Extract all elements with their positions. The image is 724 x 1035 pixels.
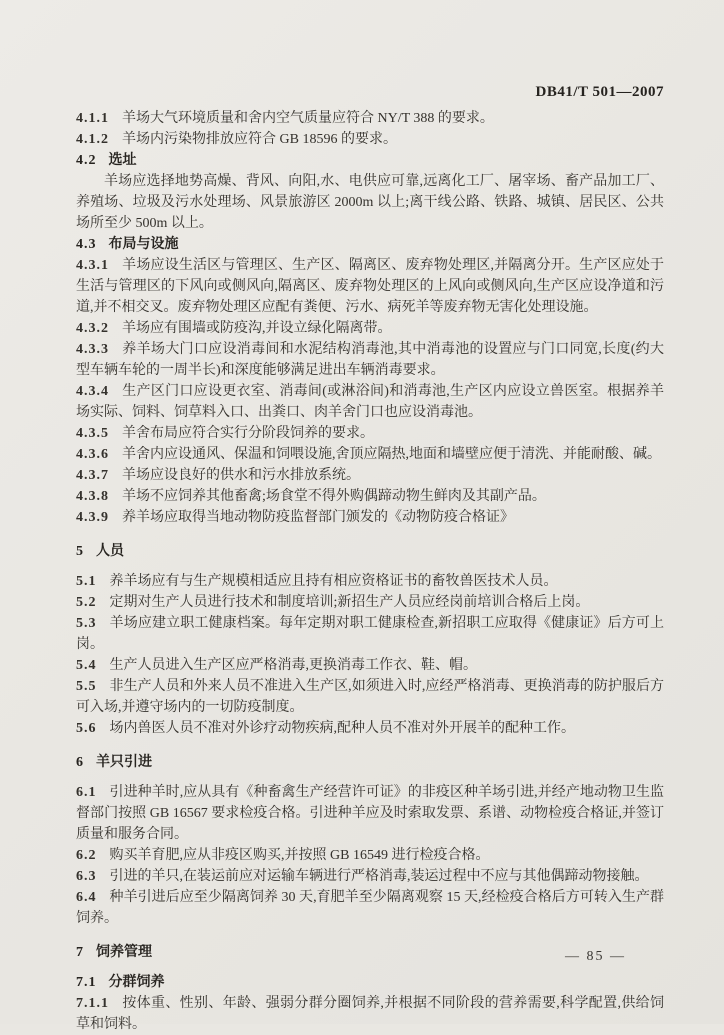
heading-7-1 <box>76 972 664 993</box>
clause-7-1-1 <box>76 993 664 1035</box>
document-body <box>76 108 664 1035</box>
clause-4-3-7 <box>76 465 664 486</box>
clause-5-4 <box>76 655 664 676</box>
heading-number: 7.1 <box>76 975 97 990</box>
clause-text: 羊场应设良好的供水和污水排放系统。 <box>122 468 360 483</box>
clause-5-5 <box>76 676 664 718</box>
clause-number: 6.4 <box>76 890 97 905</box>
clause-4-3-3 <box>76 339 664 381</box>
heading-title: 饲养管理 <box>96 945 152 960</box>
clause-number: 5.1 <box>76 574 97 589</box>
clause-text: 生产人员进入生产区应严格消毒,更换消毒工作衣、鞋、帽。 <box>109 658 477 673</box>
clause-number: 4.1.1 <box>76 111 109 126</box>
heading-4-3 <box>76 234 664 255</box>
clause-text: 生产区门口应设更衣室、消毒间(或淋浴间)和消毒池,生产区内应设立兽医室。根据养羊场实际、饲料、饲草料入口、出粪口、肉羊舍门口也应设消毒池。 <box>76 384 664 420</box>
clause-6-2 <box>76 845 664 866</box>
heading-title: 分群饲养 <box>108 975 165 990</box>
heading-title: 布局与设施 <box>108 237 179 252</box>
clause-text: 养羊场应有与生产规模相适应且持有相应资格证书的畜牧兽医技术人员。 <box>109 574 558 589</box>
heading-5 <box>76 541 664 562</box>
clause-number: 4.3.1 <box>76 258 109 273</box>
heading-number: 6 <box>76 755 84 770</box>
clause-6-3 <box>76 866 664 887</box>
clause-text: 养羊场应取得当地动物防疫监督部门颁发的《动物防疫合格证》 <box>122 510 514 525</box>
clause-5-1 <box>76 571 664 592</box>
clause-5-2 <box>76 592 664 613</box>
clause-4-3-5 <box>76 423 664 444</box>
clause-text: 羊场应设生活区与管理区、生产区、隔离区、废弃物处理区,并隔离分开。生产区应处于生活与管理区的下风向或侧风向,隔离区、废弃物处理区的上风向或侧风向,生产区应设净道和污道,并不相交叉。废弃物处理区应配有粪便、污水、病死羊等废弃物无害化处理设施。 <box>76 258 664 315</box>
clause-number: 4.3.5 <box>76 426 109 441</box>
clause-6-1 <box>76 782 664 845</box>
heading-6 <box>76 752 664 773</box>
clause-text: 引进的羊只,在装运前应对运输车辆进行严格消毒,装运过程中不应与其他偶蹄动物接触。 <box>109 869 649 884</box>
heading-number: 5 <box>76 544 84 559</box>
clause-text: 种羊引进后应至少隔离饲养 30 天,育肥羊至少隔离观察 15 天,经检疫合格后方可转入生产群饲养。 <box>76 890 664 926</box>
paragraph-4-2: 羊场应选择地势高燥、背风、向阳,水、电供应可靠,远离化工厂、屠宰场、畜产品加工厂、养殖场、垃圾及污水处理场、风景旅游区 2000m 以上;离干线公路、铁路、城镇、居民区、公共场所至少 500m 以上。 <box>76 174 664 231</box>
clause-text: 羊舍布局应符合实行分阶段饲养的要求。 <box>122 426 374 441</box>
standard-code-header: DB41/T 501—2007 <box>535 84 664 100</box>
clause-number: 4.3.2 <box>76 321 109 336</box>
clause-4-3-4 <box>76 381 664 423</box>
clause-4-3-8 <box>76 486 664 507</box>
clause-number: 4.3.6 <box>76 447 109 462</box>
clause-text: 按体重、性别、年龄、强弱分群分圈饲养,并根据不同阶段的营养需要,科学配置,供给饲草和饲料。 <box>76 996 664 1032</box>
clause-4-1-2 <box>76 129 664 150</box>
clause-number: 7.1.1 <box>76 996 109 1011</box>
heading-number: 7 <box>76 945 84 960</box>
clause-5-3 <box>76 613 664 655</box>
clause-4-3-9 <box>76 507 664 528</box>
clause-number: 4.1.2 <box>76 132 109 147</box>
clause-number: 5.5 <box>76 679 97 694</box>
clause-number: 5.4 <box>76 658 97 673</box>
clause-text: 羊场不应饲养其他畜禽;场食堂不得外购偶蹄动物生鲜肉及其副产品。 <box>122 489 546 504</box>
clause-number: 6.1 <box>76 785 97 800</box>
clause-text: 羊场大气环境质量和舍内空气质量应符合 NY/T 388 的要求。 <box>122 111 494 126</box>
clause-number: 6.2 <box>76 848 97 863</box>
clause-number: 4.3.7 <box>76 468 109 483</box>
clause-4-1-1 <box>76 108 664 129</box>
clause-text: 非生产人员和外来人员不准进入生产区,如须进入时,应经严格消毒、更换消毒的防护服后方可入场,并遵守场内的一切防疫制度。 <box>76 679 664 715</box>
clause-number: 6.3 <box>76 869 97 884</box>
clause-number: 5.6 <box>76 721 97 736</box>
clause-text: 定期对生产人员进行技术和制度培训;新招生产人员应经岗前培训合格后上岗。 <box>109 595 590 610</box>
clause-text: 羊场应有围墙或防疫沟,并设立绿化隔离带。 <box>122 321 392 336</box>
clause-4-3-6 <box>76 444 664 465</box>
heading-title: 羊只引进 <box>96 755 152 770</box>
clause-text: 羊舍内应设通风、保温和饲喂设施,舍顶应隔热,地面和墙壁应便于清洗、并能耐酸、碱。 <box>122 447 661 462</box>
clause-number: 5.3 <box>76 616 97 631</box>
clause-text: 养羊场大门口应设消毒间和水泥结构消毒池,其中消毒池的设置应与门口同宽,长度(约大型车辆车轮的一周半长)和深度能够满足进出车辆消毒要求。 <box>76 342 664 378</box>
heading-title: 选址 <box>108 153 137 168</box>
heading-title: 人员 <box>96 544 124 559</box>
clause-text: 引进种羊时,应从具有《种畜禽生产经营许可证》的非疫区种羊场引进,并经产地动物卫生监督部门按照 GB 16567 要求检疫合格。引进种羊应及时索取发票、系谱、动物检疫合格证,并签订质量和服务合同。 <box>76 785 664 842</box>
clause-text: 羊场应建立职工健康档案。每年定期对职工健康检查,新招职工应取得《健康证》后方可上岗。 <box>76 616 664 652</box>
clause-4-3-1 <box>76 255 664 318</box>
clause-number: 5.2 <box>76 595 97 610</box>
clause-5-6 <box>76 718 664 739</box>
clause-4-3-2 <box>76 318 664 339</box>
clause-text: 羊场内污染物排放应符合 GB 18596 的要求。 <box>122 132 397 147</box>
clause-number: 4.3.9 <box>76 510 109 525</box>
clause-text: 场内兽医人员不准对外诊疗动物疾病,配种人员不准对外开展羊的配种工作。 <box>109 721 575 736</box>
heading-4-2 <box>76 150 664 171</box>
heading-number: 4.3 <box>76 237 97 252</box>
heading-number: 4.2 <box>76 153 97 168</box>
clause-number: 4.3.4 <box>76 384 109 399</box>
clause-6-4 <box>76 887 664 929</box>
clause-text: 购买羊育肥,应从非疫区购买,并按照 GB 16549 进行检疫合格。 <box>109 848 490 863</box>
page-number: — 85 — <box>565 949 626 964</box>
clause-number: 4.3.3 <box>76 342 109 357</box>
clause-number: 4.3.8 <box>76 489 109 504</box>
